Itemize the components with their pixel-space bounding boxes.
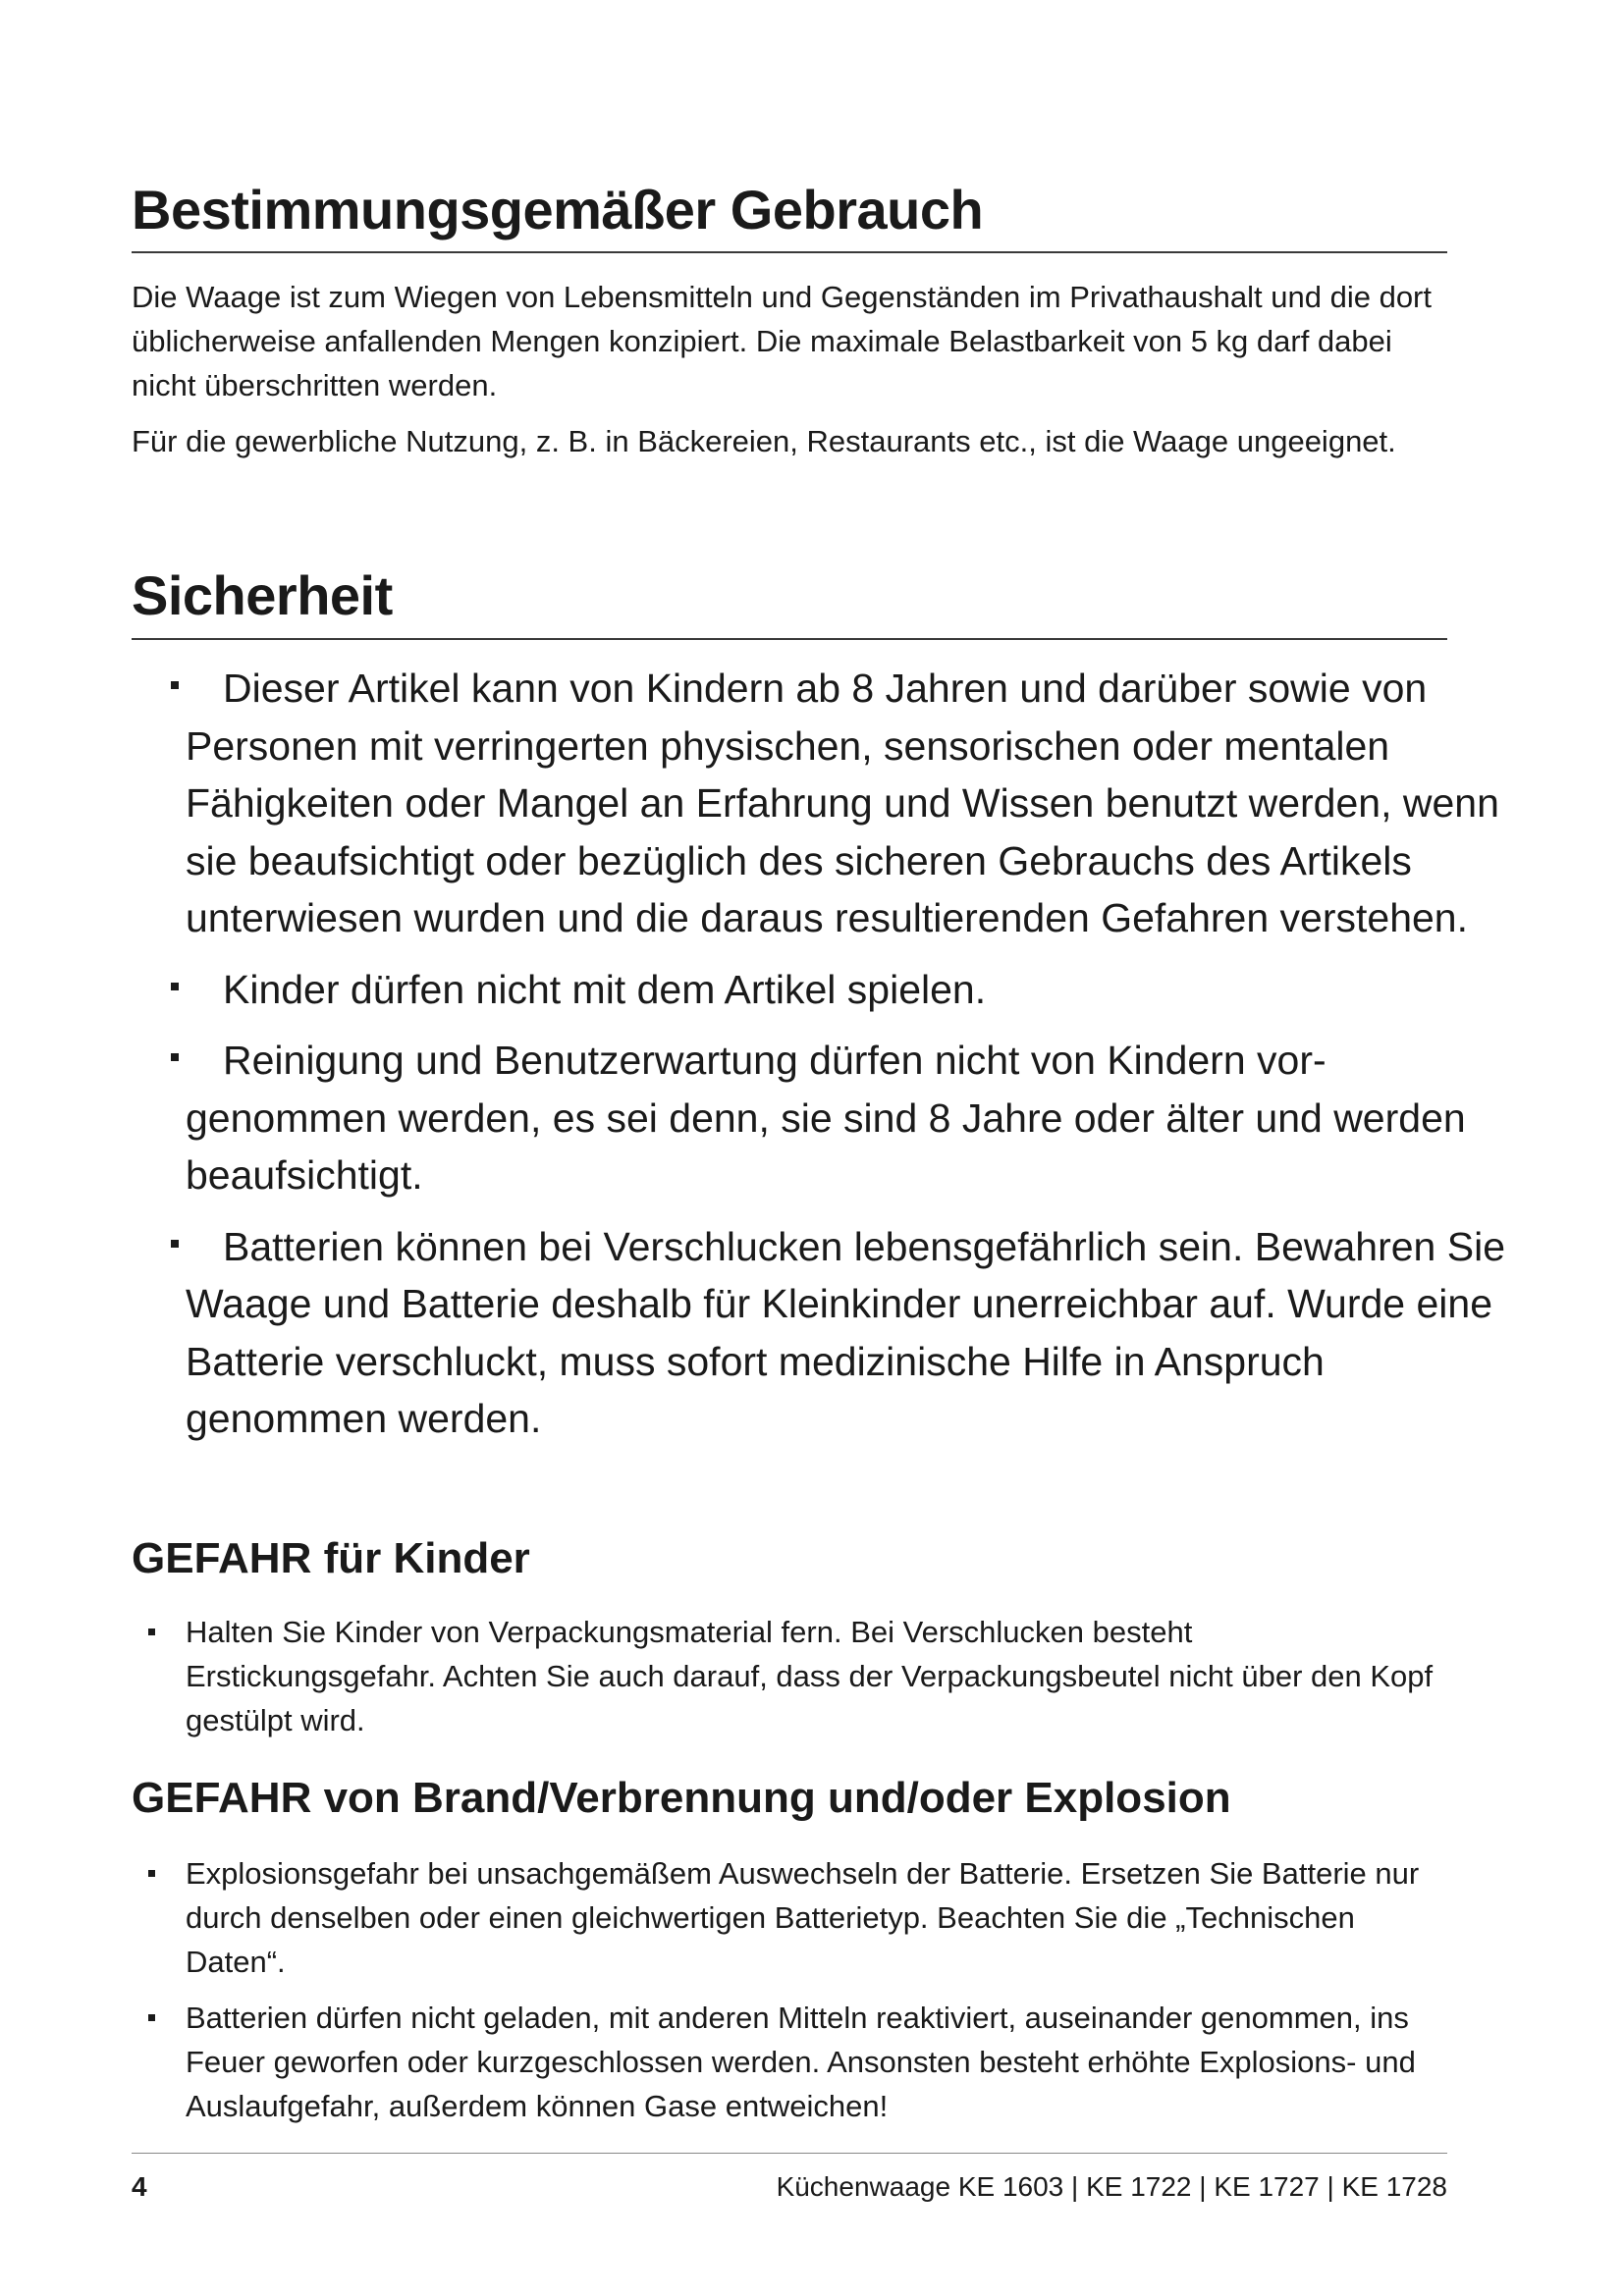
list-item: [132, 1032, 1506, 1204]
paragraph: Für die gewerbliche Nutzung, z. B. in Bäckereien, Restaurants etc., ist die Waage ungeeignet.: [132, 424, 1396, 458]
page-number: 4: [132, 2171, 147, 2202]
list-item: [132, 1851, 1447, 1984]
bullet-icon: [171, 1053, 179, 1061]
list-item-text: Batterien dürfen nicht geladen, mit anderen Mitteln reaktiviert, auseinander genommen, ins Feuer geworfen oder kurzgeschlossen werden. Ansonsten besteht erhöhte Explosions- und Auslaufgefahr, außerdem können Gase entweichen!: [186, 2001, 1416, 2123]
bullet-icon: [171, 1240, 179, 1248]
danger-fire-list: [132, 1851, 1447, 2140]
heading-divider: [132, 251, 1447, 253]
list-item: [132, 1218, 1506, 1448]
list-item-text: Kinder dürfen nicht mit dem Artikel spielen.: [223, 966, 987, 1012]
footer-divider: [132, 2153, 1447, 2154]
paragraph: Die Waage ist zum Wiegen von Lebensmitteln und Gegenständen im Privathaushalt und die dort üblicherweise anfallenden Mengen konzipiert. Die maximale Belastbarkeit von 5 kg darf dabei nicht überschritten werden.: [132, 280, 1432, 402]
document-page: [132, 0, 1505, 2296]
list-item-text: Dieser Artikel kann von Kindern ab 8 Jahren und darüber sowie von Personen mit verringerten physischen, sensorischen oder mentalen Fähigkeiten oder Mangel an Erfahrung und Wissen benutzt werden, wenn sie beaufsichtigt oder bezüglich des sicheren Gebrauchs des Artikels unterwiesen wurden und die daraus resultierenden Gefahren verstehen.: [186, 666, 1499, 940]
bullet-icon: [171, 681, 179, 689]
danger-children-list: [132, 1610, 1447, 1754]
heading-danger-fire: GEFAHR von Brand/Verbrennung und/oder Explosion: [132, 1774, 1231, 1822]
bullet-icon: [148, 1870, 155, 1877]
list-item: [132, 961, 1506, 1019]
heading-safety: Sicherheit: [132, 564, 393, 626]
list-item-text: Reinigung und Benutzerwartung dürfen nicht von Kindern vor-genommen werden, es sei denn, sie sind 8 Jahre oder älter und werden beaufsichtigt.: [186, 1038, 1466, 1198]
list-item-text: Halten Sie Kinder von Verpackungsmaterial fern. Bei Verschlucken besteht Erstickungsgefahr. Achten Sie auch darauf, dass der Verpackungsbeutel nicht über den Kopf gestülpt wird.: [186, 1615, 1434, 1737]
list-item: [132, 660, 1506, 947]
safety-list: [132, 660, 1506, 1462]
list-item-text: Explosionsgefahr bei unsachgemäßem Auswechseln der Batterie. Ersetzen Sie Batterie nur durch denselben oder einen gleichwertigen Batterietyp. Beachten Sie die „Technischen Daten“.: [186, 1856, 1420, 1979]
list-item: [132, 1610, 1447, 1742]
list-item: [132, 1996, 1447, 2128]
list-item-text: Batterien können bei Verschlucken lebensgefährlich sein. Bewahren Sie Waage und Batterie deshalb für Kleinkinder unerreichbar auf. Wurde eine Batterie verschluckt, muss sofort medizinische Hilfe in Anspruch genommen werden.: [186, 1223, 1505, 1441]
intended-use-text: [132, 275, 1447, 475]
bullet-icon: [148, 1629, 155, 1635]
bullet-icon: [171, 983, 179, 990]
bullet-icon: [148, 2014, 155, 2021]
heading-intended-use: Bestimmungsgemäßer Gebrauch: [132, 179, 984, 240]
document-title: Küchenwaage KE 1603 | KE 1722 | KE 1727 | KE 1728: [776, 2171, 1447, 2202]
heading-danger-children: GEFAHR für Kinder: [132, 1534, 530, 1582]
heading-divider: [132, 638, 1447, 640]
